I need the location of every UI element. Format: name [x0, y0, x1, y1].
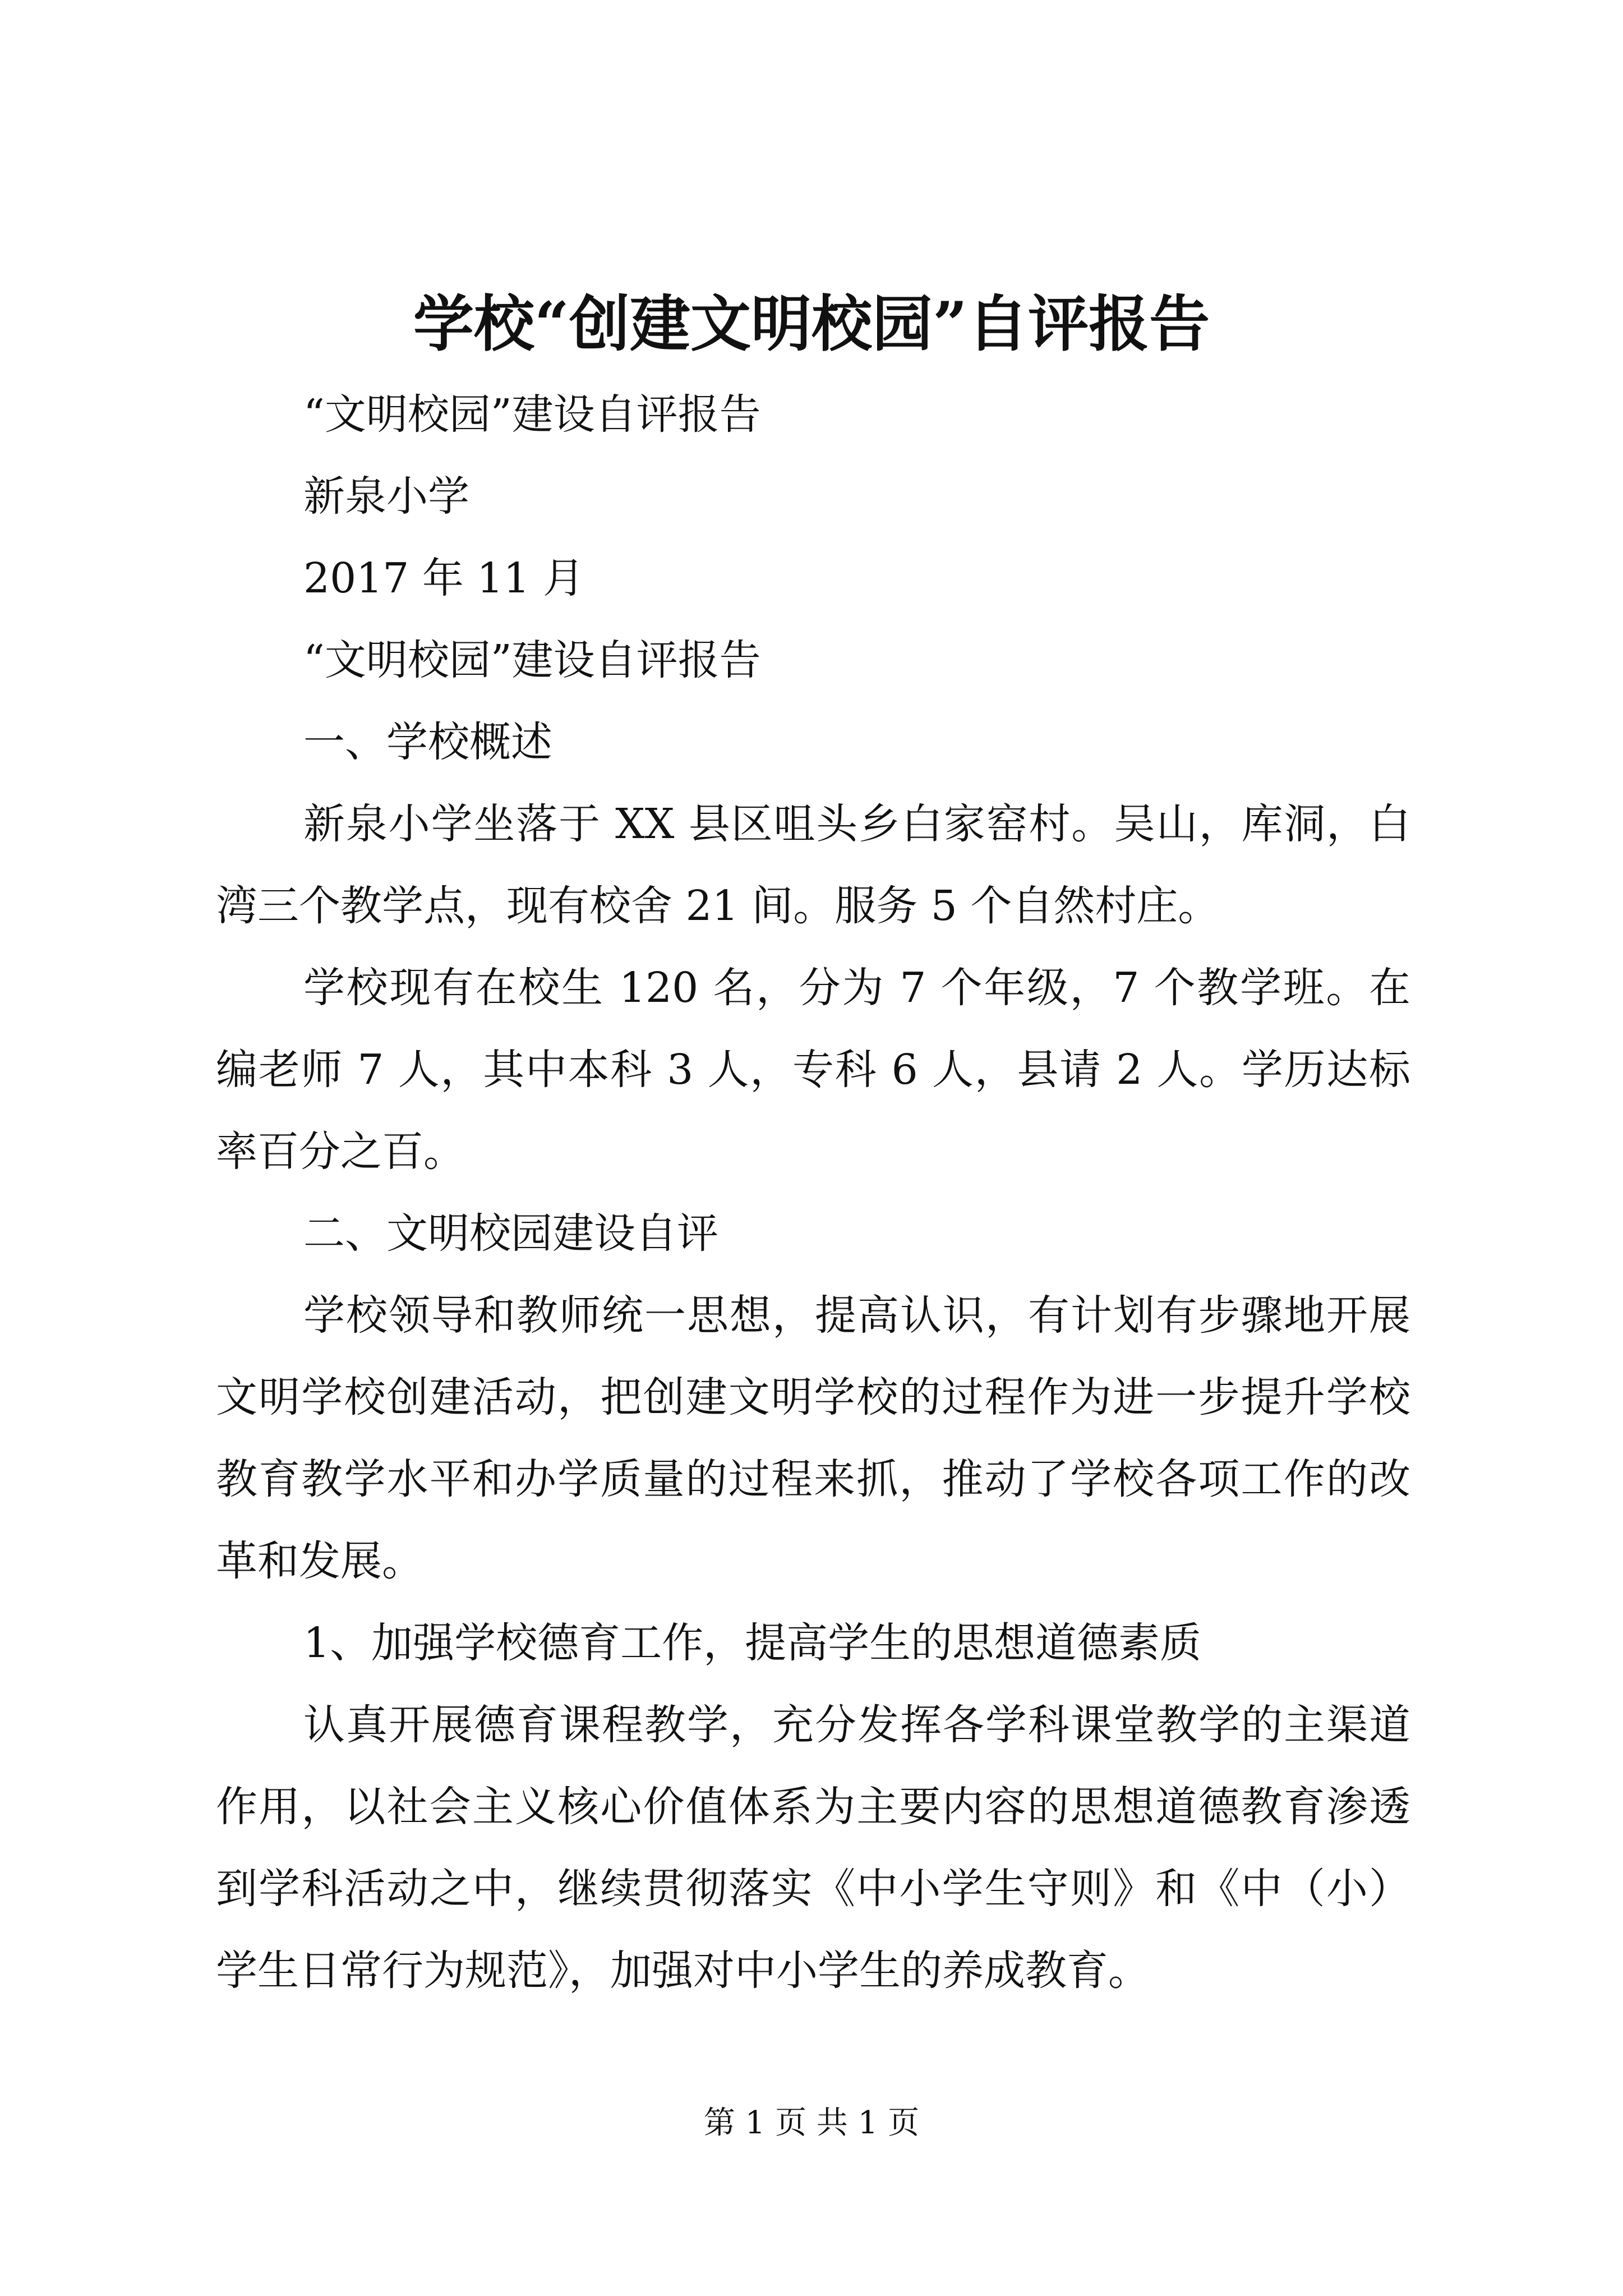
date-paragraph: 2017 年 11 月	[303, 554, 585, 602]
overview-paragraph-1: 新泉小学坐落于 XX 县区咀头乡白家窑村。吴山，库洞，白湾三个教学点，现有校舍 21 间。服务 5 个自然村庄。	[216, 800, 1410, 930]
overview-paragraph-2: 学校现有在校生 120 名，分为 7 个年级，7 个教学班。在编老师 7 人，其中本科 3 人，专科 6 人，县请 2 人。学历达标率百分之百。	[216, 964, 1410, 1176]
moral-education-paragraph: 认真开展德育课程教学，充分发挥各学科课堂教学的主渠道作用，以社会主义核心价值体系为主要内容的思想道德教育渗透到学科活动之中，继续贯彻落实《中小学生守则》和《中（小）学生日常行为规范》，加强对中小学生的养成教育。	[216, 1701, 1410, 1995]
page-footer: 第 1 页 共 1 页	[703, 2105, 920, 2141]
school-name-paragraph: 新泉小学	[303, 472, 469, 521]
section-heading-self-evaluation: 二、文明校园建设自评	[303, 1209, 718, 1258]
document-body	[216, 374, 1410, 2012]
subtitle-paragraph: “文明校园”建设自评报告	[303, 390, 761, 439]
page-title: 学校“创建文明校园”自评报告	[413, 289, 1210, 360]
subsection-heading-moral-education: 1、加强学校德育工作，提高学生的思想道德素质	[303, 1619, 1202, 1667]
subtitle-repeat-paragraph: “文明校园”建设自评报告	[303, 636, 761, 684]
self-evaluation-paragraph: 学校领导和教师统一思想，提高认识，有计划有步骤地开展文明学校创建活动，把创建文明学校的过程作为进一步提升学校教育教学水平和办学质量的过程来抓，推动了学校各项工作的改革和发展。	[216, 1291, 1410, 1585]
section-heading-overview: 一、学校概述	[303, 718, 552, 766]
